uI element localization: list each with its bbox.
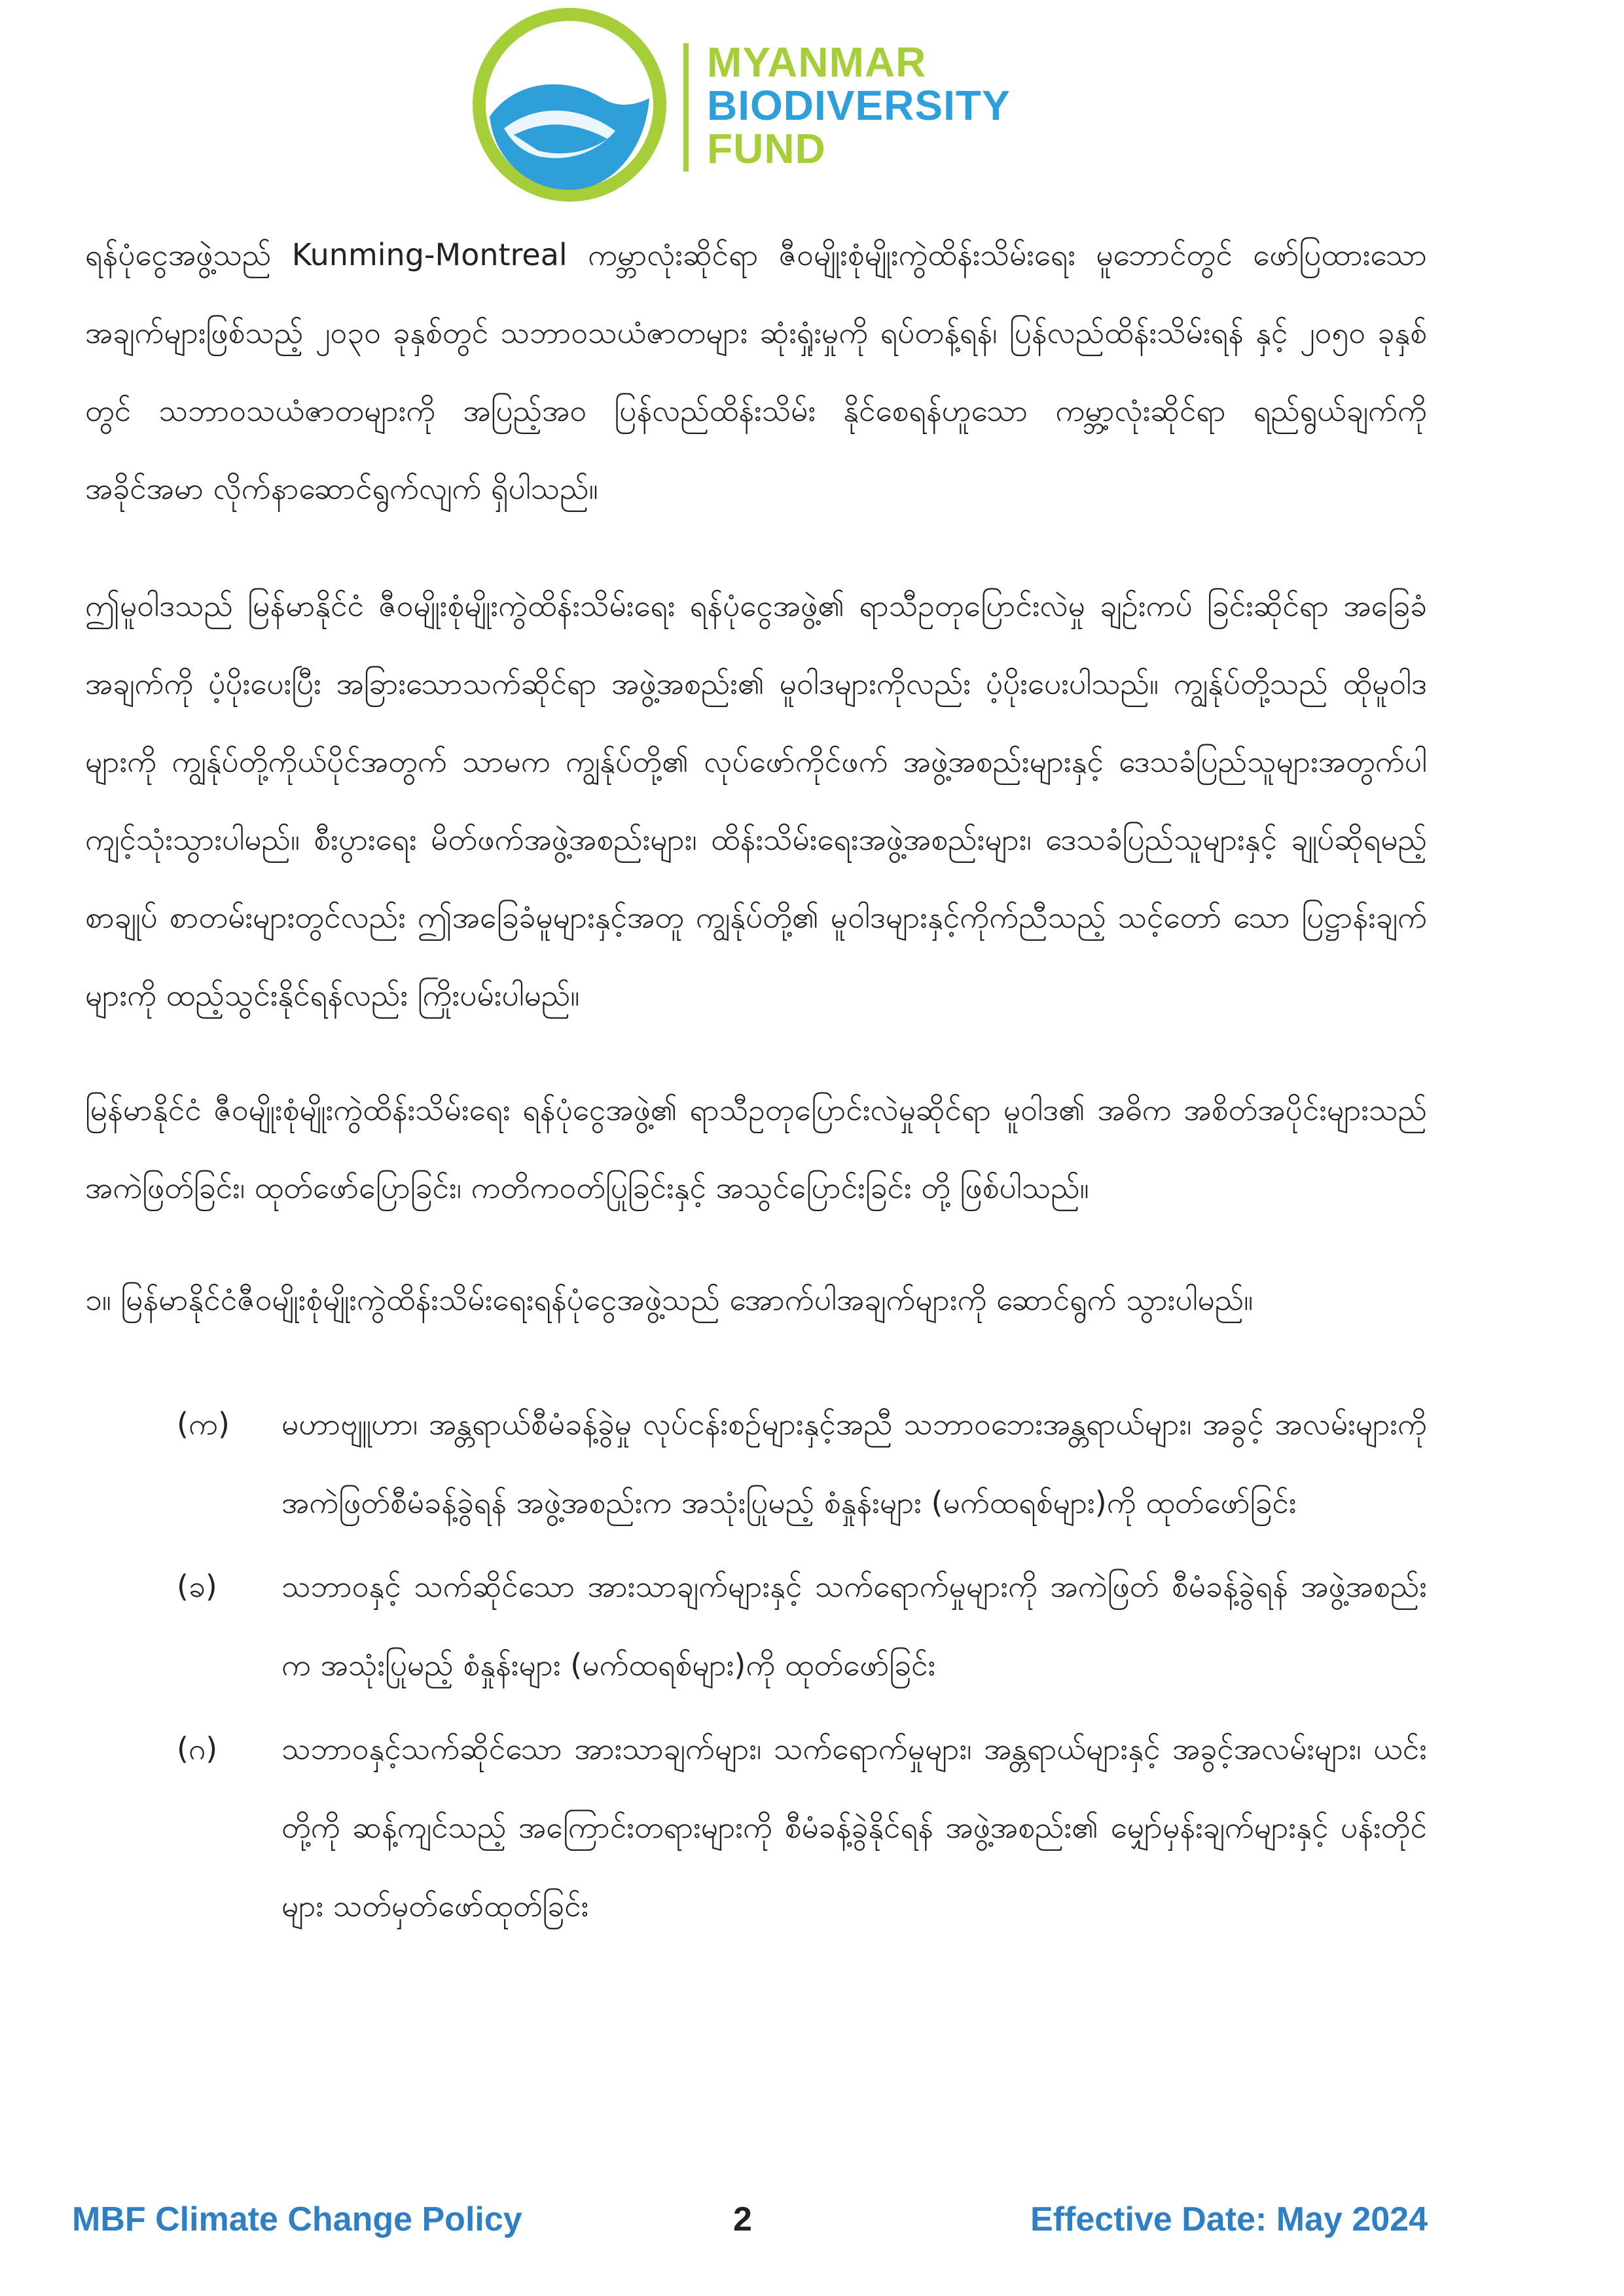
brand-line-3: FUND xyxy=(707,125,826,172)
footer-policy-title: MBF Climate Change Policy xyxy=(72,2200,522,2238)
page-footer xyxy=(0,2200,1624,2252)
logo-divider xyxy=(683,43,689,172)
list-item-text: မဟာဗျူဟာ၊ အန္တရာယ်စီမံခန့်ခွဲမှု လုပ်ငန်းစဉ်များနှင့်အညီ သဘာဝဘေးအန္တရာယ်များ၊ အခွင့် အလမ်းများကို အကဲဖြတ်စီမံခန့်ခွဲရန် အဖွဲ့အစည်းက အသုံးပြုမည့် စံနှုန်းများ (မက်ထရစ်များ)ကို ထုတ်ဖော်ခြင်း xyxy=(281,1406,1427,1520)
list-item xyxy=(85,1709,1427,1945)
list-marker: (ဂ) xyxy=(177,1731,218,1766)
leaf-globe-icon xyxy=(458,0,681,223)
page-number: 2 xyxy=(733,2200,752,2238)
list-marker: (က) xyxy=(177,1406,230,1442)
paragraph-3: မြန်မာနိုင်ငံ ဇီဝမျိုးစုံမျိုးကွဲထိန်းသိမ်းရေး ရန်ပုံငွေအဖွဲ့၏ ရာသီဥတုပြောင်းလဲမှုဆိုင်ရာ မူဝါဒ၏ အဓိက အစိတ်အပိုင်းများသည် အကဲဖြတ်ခြင်း၊ ထုတ်ဖော်ပြောခြင်း၊ ကတိကဝတ်ပြုခြင်းနှင့် အသွင်ပြောင်းခြင်း တို့ ဖြစ်ပါသည်။ xyxy=(85,1092,1427,1205)
list-marker: (ခ) xyxy=(177,1569,217,1604)
brand-logo xyxy=(458,0,1047,223)
list-item-text: သဘာဝနှင့်သက်ဆိုင်သော အားသာချက်များ၊ သက်ရောက်မှုများ၊ အန္တရာယ်များနှင့် အခွင့်အလမ်းများ၊ ယင်းတို့ကို ဆန့်ကျင်သည့် အကြောင်းတရားများကို စီမံခန့်ခွဲနိုင်ရန် အဖွဲ့အစည်း၏ မျှော်မှန်းချက်များနှင့် ပန်းတိုင်များ သတ်မှတ်ဖော်ထုတ်ခြင်း xyxy=(281,1731,1427,1923)
list-item xyxy=(85,1385,1427,1542)
brand-line-1: MYANMAR xyxy=(707,39,927,86)
brand-line-2: BIODIVERSITY xyxy=(707,82,1011,129)
brand-name xyxy=(707,41,1011,170)
paragraph-2: ဤမူဝါဒသည် မြန်မာနိုင်ငံ ဇီဝမျိုးစုံမျိုးကွဲထိန်းသိမ်းရေး ရန်ပုံငွေအဖွဲ့၏ ရာသီဥတုပြောင်းလဲမှု ချဥ်းကပ် ခြင်းဆိုင်ရာ အခြေခံအချက်ကို ပံ့ပိုးပေးပြီး အခြားသောသက်ဆိုင်ရာ အဖွဲ့အစည်း၏ မူဝါဒများကိုလည်း ပံ့ပိုးပေးပါသည်။ ကျွန်ုပ်တို့သည် ထိုမူဝါဒများကို ကျွန်ုပ်တို့ကိုယ်ပိုင်အတွက် သာမက ကျွန်ုပ်တို့၏ လုပ်ဖော်ကိုင်ဖက် အဖွဲ့အစည်းများနှင့် ဒေသခံပြည်သူများအတွက်ပါ ကျင့်သုံးသွားပါမည်။ စီးပွားရေး မိတ်ဖက်အဖွဲ့အစည်းများ၊ ထိန်းသိမ်းရေးအဖွဲ့အစည်းများ၊ ဒေသခံပြည်သူများနှင့် ချုပ်ဆိုရမည့် စာချုပ် စာတမ်းများတွင်လည်း ဤအခြေခံမူများနှင့်အတူ ကျွန်ုပ်တို့၏ မူဝါဒများနှင့်ကိုက်ညီသည့် သင့်တော် သော ပြဋ္ဌာန်းချက်များကို ထည့်သွင်းနိုင်ရန်လည်း ကြိုးပမ်းပါမည်။ xyxy=(85,588,1427,1013)
paragraph-1: ရန်ပုံငွေအဖွဲ့သည် Kunming-Montreal ကမ္ဘာလုံးဆိုင်ရာ ဇီဝမျိုးစုံမျိုးကွဲထိန်းသိမ်းရေး မူဘောင်တွင် ဖော်ပြထားသော အချက်များဖြစ်သည့် ၂၀၃၀ ခုနှစ်တွင် သဘာဝသယံဇာတများ ဆုံးရှုံးမှုကို ရပ်တန့်ရန်၊ ပြန်လည်ထိန်းသိမ်းရန် နှင့် ၂၀၅၀ ခုနှစ်တွင် သဘာဝသယံဇာတများကို အပြည့်အဝ ပြန်လည်ထိန်းသိမ်း နိုင်စေရန်ဟူသော ကမ္ဘာ့လုံးဆိုင်ရာ ရည်ရွယ်ချက်ကို အခိုင်အမာ လိုက်နာဆောင်ရွက်လျက် ရှိပါသည်။ xyxy=(85,237,1427,506)
list-item xyxy=(85,1547,1427,1704)
list-item-text: သဘာဝနှင့် သက်ဆိုင်သော အားသာချက်များနှင့် သက်ရောက်မှုများကို အကဲဖြတ် စီမံခန့်ခွဲရန် အဖွဲ့အစည်းက အသုံးပြုမည့် စံနှုန်းများ (မက်ထရစ်များ)ကို ထုတ်ဖော်ခြင်း xyxy=(281,1569,1427,1683)
footer-effective-date: Effective Date: May 2024 xyxy=(1030,2200,1428,2238)
document-body xyxy=(85,216,1427,1950)
paragraph-4: ၁။ မြန်မာနိုင်ငံဇီဝမျိုးစုံမျိုးကွဲထိန်းသိမ်းရေးရန်ပုံငွေအဖွဲ့သည် အောက်ပါအချက်များကို ဆောင်ရွက် သွားပါမည်။ xyxy=(85,1282,1254,1317)
